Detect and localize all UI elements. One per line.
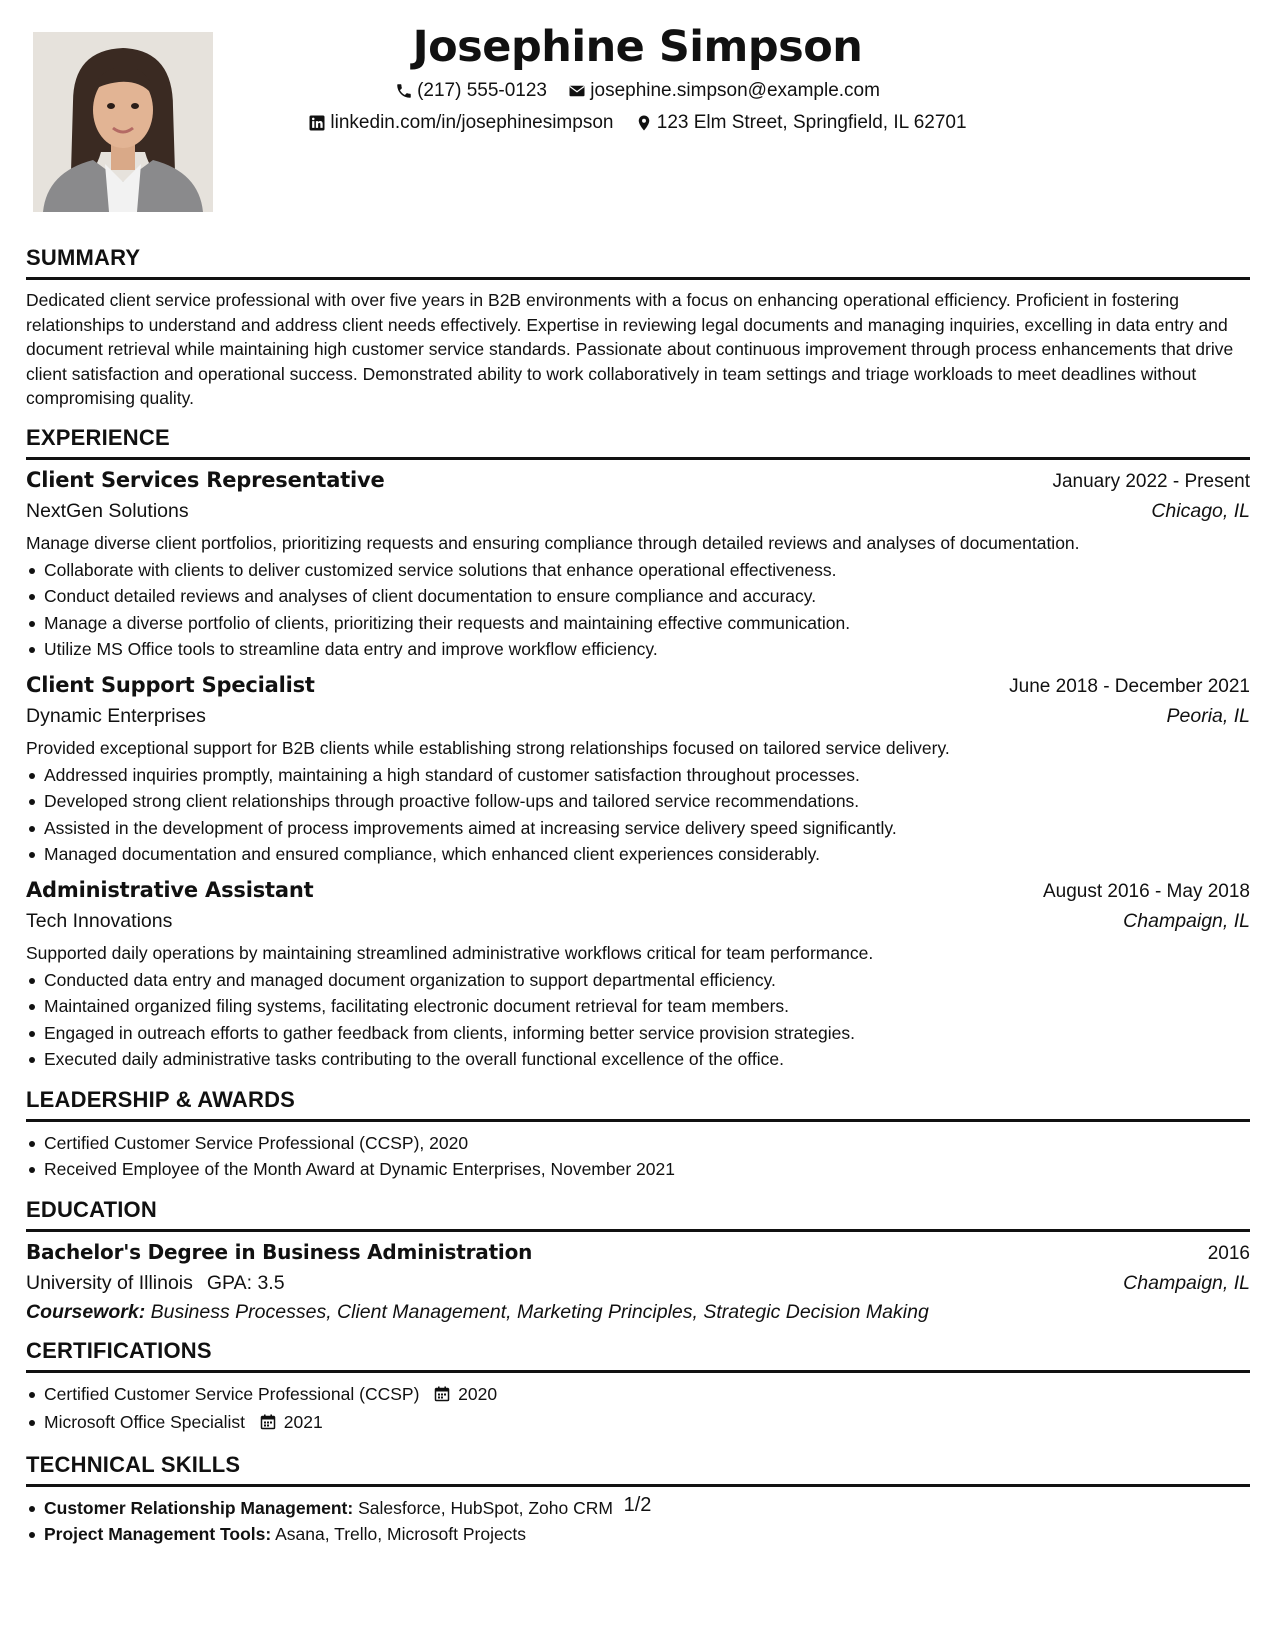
job-entry — [26, 468, 1250, 663]
job-dates: June 2018 - December 2021 — [1009, 675, 1250, 697]
list-item — [26, 1409, 1250, 1438]
job-bullets — [26, 762, 1250, 868]
list-item: Collaborate with clients to deliver customized service solutions that enhance operational effectiveness. — [26, 557, 1250, 584]
list-item: Maintained organized filing systems, facilitating electronic document retrieval for team members. — [26, 993, 1250, 1020]
list-item: Received Employee of the Month Award at Dynamic Enterprises, November 2021 — [26, 1156, 1250, 1183]
contact-row-secondary — [0, 112, 1275, 138]
certifications-section — [26, 1338, 1250, 1438]
calendar-icon — [434, 1383, 450, 1410]
list-item: Conduct detailed reviews and analyses of client documentation to ensure compliance and accuracy. — [26, 583, 1250, 610]
school-name: University of Illinois — [26, 1271, 193, 1294]
experience-section — [26, 425, 1250, 1073]
section-heading: EDUCATION — [26, 1197, 1250, 1232]
list-item: Manage a diverse portfolio of clients, prioritizing their requests and maintaining effective communication. — [26, 610, 1250, 637]
contact-linkedin[interactable] — [308, 112, 613, 134]
job-summary: Manage diverse client portfolios, prioritizing requests and ensuring compliance through detailed reviews and analyses of documentation. — [26, 532, 1080, 553]
coursework-label: Coursework: — [26, 1300, 146, 1323]
certification-name: Certified Customer Service Professional (CCSP) — [44, 1383, 420, 1404]
list-item: Certified Customer Service Professional (CCSP), 2020 — [26, 1130, 1250, 1157]
calendar-icon — [260, 1411, 276, 1438]
envelope-icon — [568, 82, 586, 100]
skill-values: Asana, Trello, Microsoft Projects — [275, 1524, 527, 1544]
list-item: Addressed inquiries promptly, maintaining a high standard of customer satisfaction throughout processes. — [26, 762, 1250, 789]
job-location: Chicago, IL — [1151, 499, 1250, 522]
skill-values: Salesforce, HubSpot, Zoho CRM — [358, 1497, 613, 1518]
section-heading: TECHNICAL SKILLS — [26, 1452, 1250, 1487]
gpa: GPA: 3.5 — [206, 1271, 285, 1294]
list-item: Engaged in outreach efforts to gather feedback from clients, informing better service provision strategies. — [26, 1020, 1250, 1047]
linkedin-text: linkedin.com/in/josephinesimpson — [330, 112, 614, 133]
list-item: Assisted in the development of process improvements aimed at increasing service delivery speed significantly. — [26, 815, 1250, 842]
job-entry — [26, 673, 1250, 868]
school-location: Champaign, IL — [1123, 1271, 1250, 1294]
email-text: josephine.simpson@example.com — [590, 80, 880, 101]
certification-year: 2020 — [458, 1383, 498, 1404]
job-dates: January 2022 - Present — [1052, 470, 1250, 492]
certifications-list — [26, 1381, 1250, 1438]
job-title: Client Support Specialist — [26, 672, 315, 697]
degree-title: Bachelor's Degree in Business Administration — [26, 1239, 533, 1264]
resume-content — [26, 245, 1250, 1562]
graduation-year: 2016 — [1207, 1242, 1250, 1264]
leadership-section — [26, 1087, 1250, 1183]
section-heading: CERTIFICATIONS — [26, 1338, 1250, 1373]
certification-name: Microsoft Office Specialist — [44, 1412, 245, 1432]
job-summary: Supported daily operations by maintaining streamlined administrative workflows critical for team performance. — [26, 942, 874, 963]
awards-list — [26, 1130, 1250, 1183]
summary-text: Dedicated client service professional with over five years in B2B environments with a focus on enhancing operational efficiency. Proficient in fostering relationships to understand and address client needs effectively. Expertise in reviewing legal documents and managing inquiries, excelling in data entry and document retrieval while maintaining high customer service standards. Passionate about continuous improvement through process enhancements that drive client satisfaction and operational success. Demonstrated ability to work collaboratively in team settings and triage workloads to meet deadlines without compromising quality. — [26, 290, 1234, 408]
list-item: Utilize MS Office tools to streamline data entry and improve workflow efficiency. — [26, 636, 1250, 663]
list-item: Managed documentation and ensured compliance, which enhanced client experiences considerably. — [26, 841, 1250, 868]
company-name: NextGen Solutions — [26, 499, 189, 522]
section-heading: EXPERIENCE — [26, 425, 1250, 460]
list-item: Conducted data entry and managed document organization to support departmental efficiency. — [26, 967, 1250, 994]
contact-row-primary — [0, 80, 1275, 106]
school-line — [26, 1272, 285, 1295]
job-location: Champaign, IL — [1123, 909, 1250, 932]
job-bullets — [26, 967, 1250, 1073]
job-summary: Provided exceptional support for B2B clients while establishing strong relationships focused on tailored service delivery. — [26, 737, 950, 758]
map-pin-icon — [635, 114, 653, 132]
job-bullets — [26, 557, 1250, 663]
list-item: Developed strong client relationships through proactive follow-ups and tailored service recommendations. — [26, 788, 1250, 815]
job-dates: August 2016 - May 2018 — [1042, 880, 1250, 902]
phone-text: (217) 555-0123 — [417, 80, 547, 101]
section-heading: SUMMARY — [26, 245, 1250, 280]
candidate-name: Josephine Simpson — [412, 22, 863, 72]
page-number: 1/2 — [623, 1494, 652, 1516]
job-location: Peoria, IL — [1166, 704, 1250, 727]
contact-address — [635, 112, 967, 134]
section-heading: LEADERSHIP & AWARDS — [26, 1087, 1250, 1122]
list-item — [26, 1521, 1250, 1548]
linkedin-icon — [308, 114, 326, 132]
address-text: 123 Elm Street, Springfield, IL 62701 — [656, 112, 967, 133]
company-name: Dynamic Enterprises — [26, 704, 206, 727]
contact-email[interactable] — [568, 80, 880, 102]
contact-phone[interactable] — [395, 80, 547, 102]
list-item: Executed daily administrative tasks contributing to the overall functional excellence of the office. — [26, 1046, 1250, 1073]
job-title: Client Services Representative — [26, 467, 385, 492]
certification-year: 2021 — [283, 1412, 323, 1432]
list-item — [26, 1381, 1250, 1410]
job-title: Administrative Assistant — [26, 877, 314, 902]
summary-section — [26, 245, 1250, 411]
skill-category: Project Management Tools: — [44, 1524, 272, 1544]
job-entry — [26, 878, 1250, 1073]
company-name: Tech Innovations — [26, 909, 173, 932]
coursework-list: Business Processes, Client Management, Marketing Principles, Strategic Decision Making — [150, 1300, 929, 1323]
skill-category: Customer Relationship Management: — [44, 1497, 354, 1518]
coursework — [26, 1301, 1250, 1324]
education-section — [26, 1197, 1250, 1324]
phone-icon — [395, 82, 413, 100]
